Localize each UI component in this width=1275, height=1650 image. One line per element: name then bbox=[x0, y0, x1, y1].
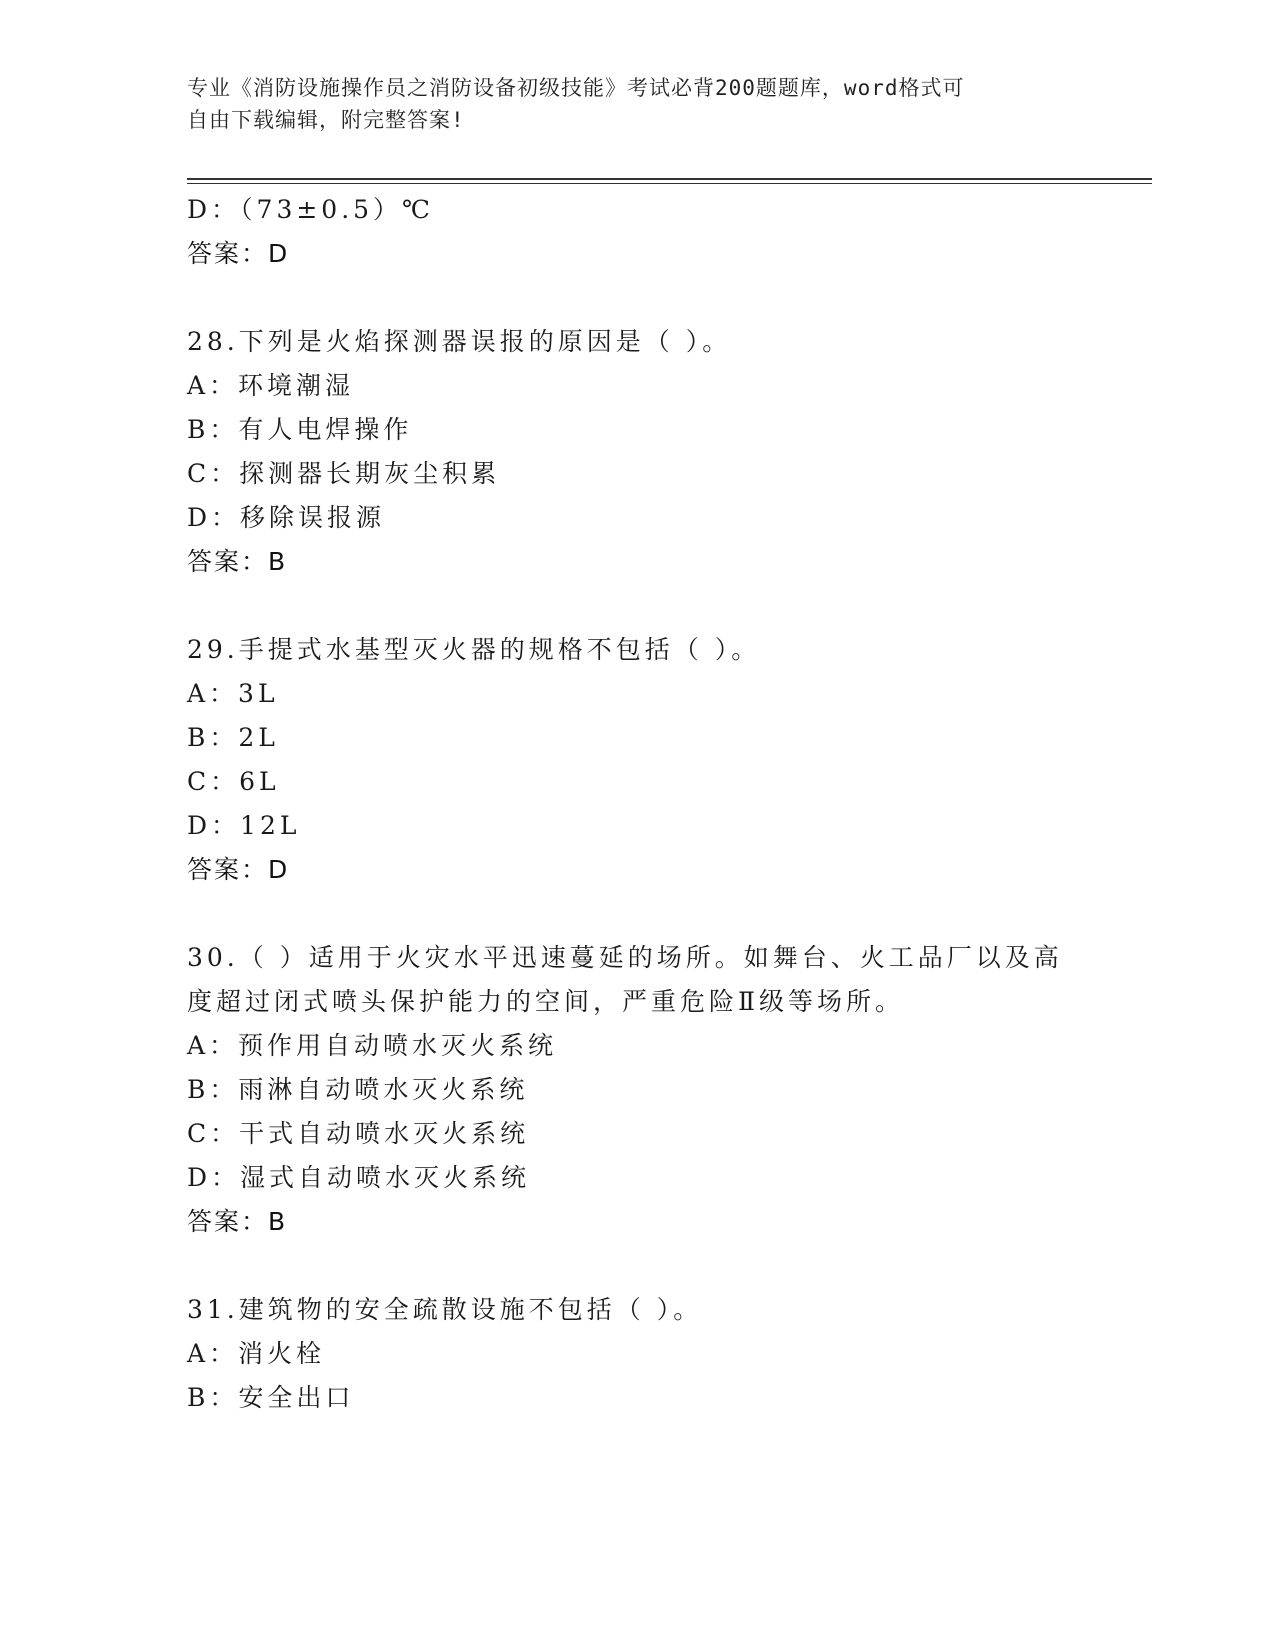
header-divider-thick bbox=[187, 178, 1152, 180]
question-31-option-a: A：消火栓 bbox=[187, 1339, 326, 1368]
question-30-answer: 答案：B bbox=[187, 1207, 288, 1236]
question-28-stem: 28.下列是火焰探测器误报的原因是（ ）。 bbox=[187, 327, 732, 356]
document-header bbox=[187, 72, 1087, 136]
question-31-stem: 31.建筑物的安全疏散设施不包括（ ）。 bbox=[187, 1295, 703, 1324]
question-30-option-c: C：干式自动喷水灭火系统 bbox=[187, 1119, 530, 1148]
option-d: D：（73±0.5）℃ bbox=[187, 195, 435, 224]
header-line-2: 自由下载编辑，附完整答案! bbox=[187, 108, 465, 132]
question-30-option-b: B：雨淋自动喷水灭火系统 bbox=[187, 1075, 529, 1104]
question-29-option-c: C：6L bbox=[187, 767, 280, 796]
question-28-option-c: C：探测器长期灰尘积累 bbox=[187, 459, 501, 488]
question-28-answer: 答案：B bbox=[187, 547, 288, 576]
question-28-option-d: D：移除误报源 bbox=[187, 503, 386, 532]
question-28-option-b: B：有人电焊操作 bbox=[187, 415, 413, 444]
header-line-1: 专业《消防设施操作员之消防设备初级技能》考试必背200题题库，word格式可 bbox=[187, 76, 965, 100]
question-29-option-d: D：12L bbox=[187, 811, 301, 840]
question-30-option-d: D：湿式自动喷水灭火系统 bbox=[187, 1163, 531, 1192]
question-28-option-a: A：环境潮湿 bbox=[187, 371, 355, 400]
question-29-option-b: B：2L bbox=[187, 723, 279, 752]
question-29-option-a: A：3L bbox=[187, 679, 279, 708]
question-30-stem-line-2: 度超过闭式喷头保护能力的空间，严重危险Ⅱ级等场所。 bbox=[187, 987, 904, 1016]
question-29-answer: 答案：D bbox=[187, 855, 290, 884]
question-31-option-b: B：安全出口 bbox=[187, 1383, 355, 1412]
header-divider-thin bbox=[187, 183, 1152, 184]
question-29-stem: 29.手提式水基型灭火器的规格不包括（ ）。 bbox=[187, 635, 761, 664]
answer: 答案：D bbox=[187, 239, 290, 268]
question-30-stem-line-1: 30.（ ）适用于火灾水平迅速蔓延的场所。如舞台、火工品厂以及高 bbox=[187, 943, 1063, 972]
question-30-option-a: A：预作用自动喷水灭火系统 bbox=[187, 1031, 558, 1060]
